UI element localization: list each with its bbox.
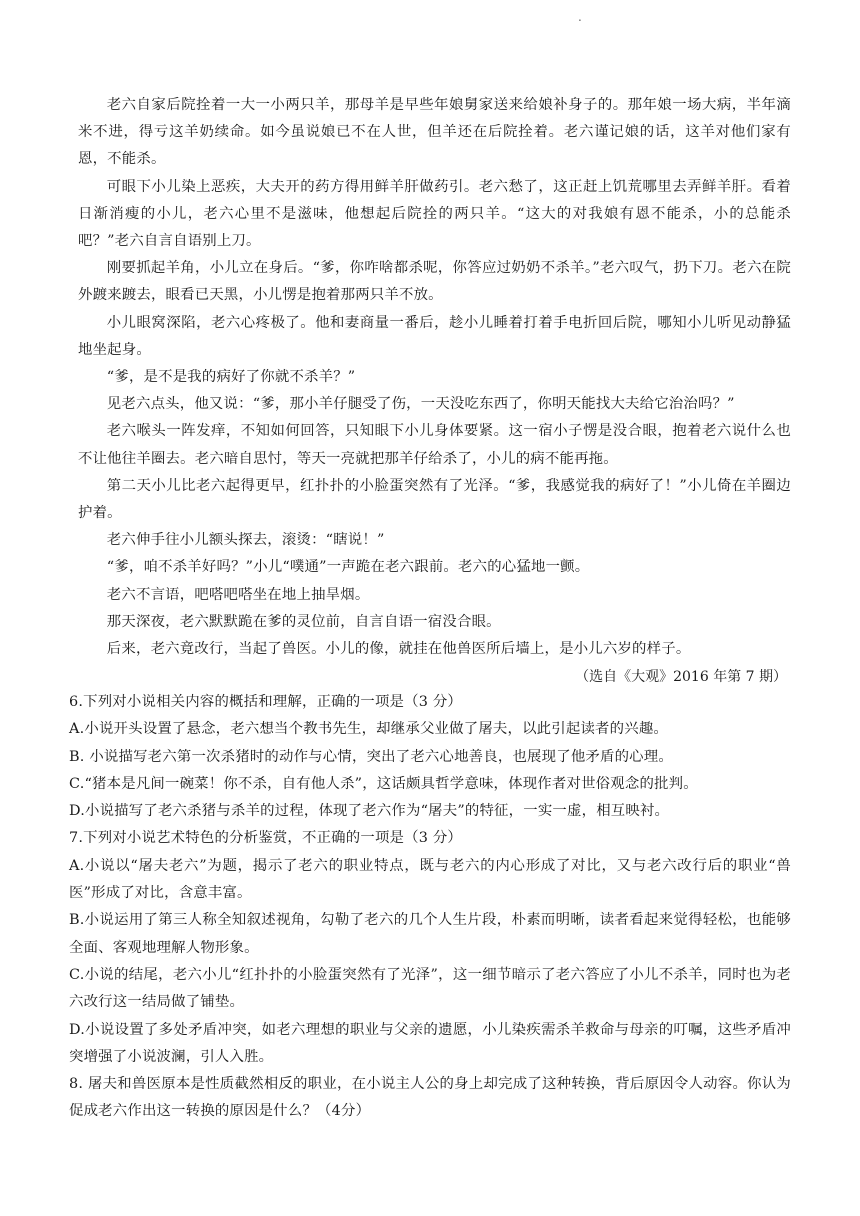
story-paragraph: 见老六点头，他又说：“爹，那小羊仔腿受了伤，一天没吃东西了，你明天能找大夫给它治治吗？”	[106, 396, 735, 413]
question-8-stem: 8. 屠夫和兽医原本是性质截然相反的职业，在小说主人公的身上却完成了这种转换，背后原因令人动容。你认为促成老六作出这一转换的原因是什么？（4分）	[69, 1076, 791, 1120]
story-paragraph: “爹，是不是我的病好了你就不杀羊？”	[106, 369, 356, 386]
question-6-option-a: A.小说开头设置了悬念，老六想当个教书先生，却继承父业做了屠夫，以此引起读者的兴趣。	[69, 721, 668, 738]
story-paragraph: 那天深夜，老六默默跪在爹的灵位前，自言自语一宿没合眼。	[106, 613, 501, 630]
question-7-option-c: C.小说的结尾，老六小儿“红扑扑的小脸蛋突然有了光泽”，这一细节暗示了老六答应了小儿不杀羊，同时也为老六改行这一结局做了铺垫。	[69, 966, 791, 1011]
story-paragraph: 第二天小儿比老六起得更早，红扑扑的小脸蛋突然有了光泽。“爹，我感觉我的病好了！”小儿倚在羊圈边护着。	[78, 477, 791, 522]
story-paragraph: 老六喉头一阵发痒，不知如何回答，只知眼下小儿身体要紧。这一宿小子愣是没合眼，抱着老六说什么也不让他往羊圈去。老六暗自思忖，等天一亮就把那羊仔给杀了，小儿的病不能再拖。	[78, 423, 791, 467]
question-7-option-a: A.小说以“屠夫老六”为题，揭示了老六的职业特点，既与老六的内心形成了对比，又与老六改行后的职业“兽医”形成了对比，含意丰富。	[69, 857, 791, 902]
question-6-stem: 6.下列对小说相关内容的概括和理解，正确的一项是（3 分）	[69, 694, 463, 710]
story-paragraph: 可眼下小儿染上恶疾，大夫开的药方得用鲜羊肝做药引。老六愁了，这正赶上饥荒哪里去弄鲜羊肝。看着日渐消瘦的小儿，老六心里不是滋味，他想起后院拴的两只羊。“这大的对我娘有恩不能杀，小的总能杀吧？”老六自言自语别上刀。	[78, 178, 791, 250]
story-paragraph: 后来，老六竟改行，当起了兽医。小儿的像，就挂在他兽医所后墙上，是小儿六岁的样子。	[106, 641, 691, 658]
question-7-stem: 7.下列对小说艺术特色的分析鉴赏，不正确的一项是（3 分）	[69, 830, 463, 847]
header-dot: .	[578, 10, 582, 24]
question-6-option-c: C.“猪本是凡间一碗菜！你不杀，自有他人杀”，这话颇具哲学意味，体现作者对世俗观念的批判。	[69, 775, 698, 792]
question-7-option-d: D.小说设置了多处矛盾冲突，如老六理想的职业与父亲的遗愿，小儿染疾需杀羊救命与母亲的叮嘱，这些矛盾冲突增强了小说波澜，引人入胜。	[69, 1021, 791, 1065]
story-paragraph: “爹，咱不杀羊好吗？”小儿“噗通”一声跪在老六跟前。老六的心猛地一颤。	[106, 559, 590, 576]
question-6-option-b: B. 小说描写老六第一次杀猪时的动作与心情，突出了老六心地善良，也展现了他矛盾的心理。	[69, 748, 673, 765]
story-paragraph: 刚要抓起羊角，小儿立在身后。“爹，你咋啥都杀呢，你答应过奶奶不杀羊。”老六叹气，扔下刀。老六在院外踱来踱去，眼看已天黑，小儿愣是抱着那两只羊不放。	[78, 260, 791, 304]
story-text	[78, 92, 791, 691]
story-source: （选自《大观》2016 年第 7 期）	[575, 669, 787, 686]
question-6-option-d: D.小说描写了老六杀猪与杀羊的过程，体现了老六作为“屠夫”的特征，一实一虚，相互映衬。	[69, 803, 670, 820]
questions-section	[69, 689, 791, 1126]
story-paragraph: 老六不言语，吧嗒吧嗒坐在地上抽旱烟。	[106, 586, 370, 603]
story-paragraph: 小儿眼窝深陷，老六心疼极了。他和妻商量一番后，趁小儿睡着打着手电折回后院，哪知小儿听见动静猛地坐起身。	[78, 314, 791, 358]
story-paragraph: 老六伸手往小儿额头探去，滚烫：“瞎说！”	[106, 532, 385, 549]
question-7-option-b: B.小说运用了第三人称全知叙述视角，勾勒了老六的几个人生片段，朴素而明晰，读者看起来觉得轻松，也能够全面、客观地理解人物形象。	[69, 912, 791, 956]
story-paragraph: 老六自家后院拴着一大一小两只羊，那母羊是早些年娘舅家送来给娘补身子的。那年娘一场大病，半年滴米不进，得亏这羊奶续命。如今虽说娘已不在人世，但羊还在后院拴着。老六谨记娘的话，这羊对他们家有恩，不能杀。	[78, 97, 791, 168]
